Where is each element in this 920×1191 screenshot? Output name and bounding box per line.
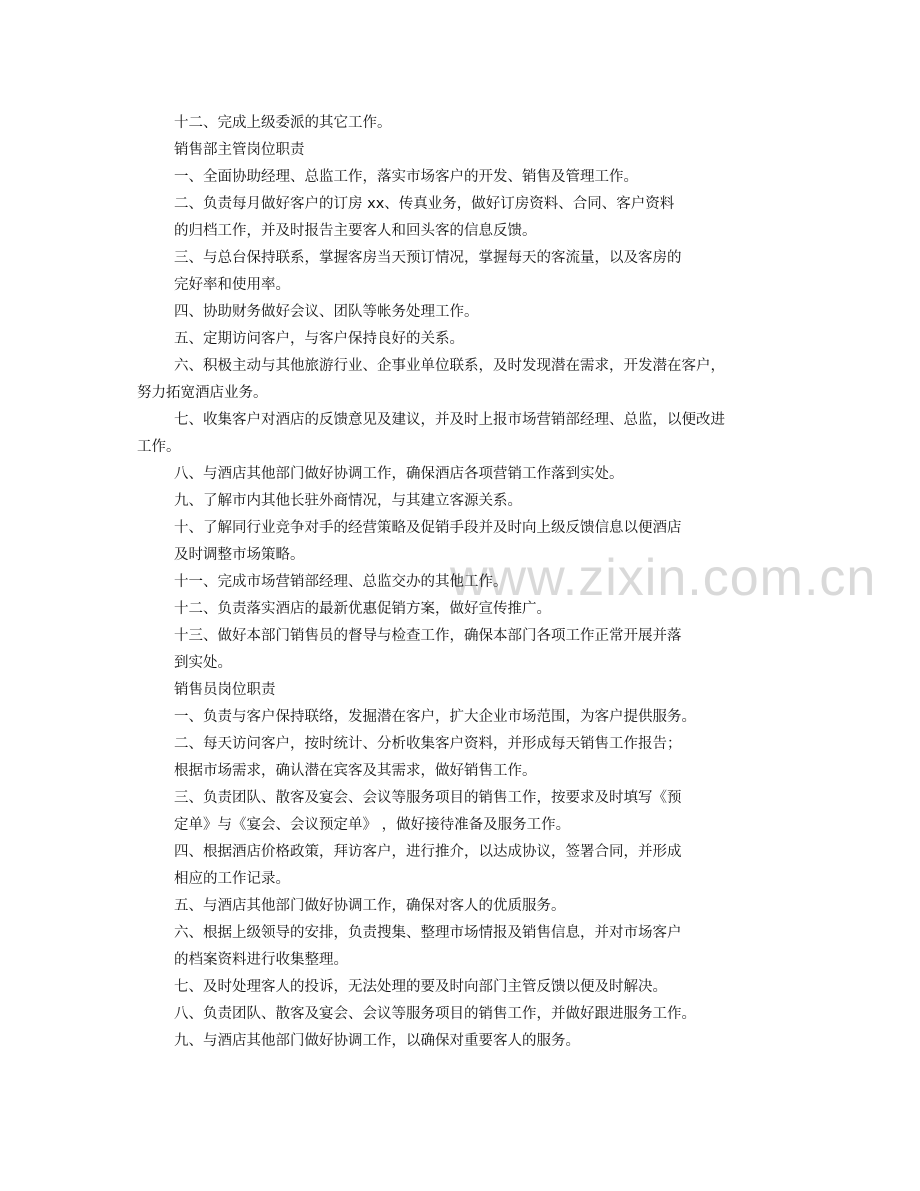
text-line: 四、根据酒店价格政策，拜访客户，进行推介，以达成协议，签署合同，并形成 bbox=[174, 844, 682, 860]
text-line: 一、全面协助经理、总监工作，落实市场客户的开发、销售及管理工作。 bbox=[174, 169, 638, 185]
text-line: 二、每天访问客户，按时统计、分析收集客户资料，并形成每天销售工作报告； bbox=[174, 736, 682, 752]
text-line: 八、负责团队、散客及宴会、会议等服务项目的销售工作，并做好跟进服务工作。 bbox=[174, 1006, 696, 1022]
text-line: 四、协助财务做好会议、团队等帐务处理工作。 bbox=[174, 304, 479, 320]
document-body bbox=[0, 110, 920, 1055]
text-line: 十一、完成市场营销部经理、总监交办的其他工作。 bbox=[174, 574, 508, 590]
watermark: www.zixin.com.cn bbox=[450, 549, 877, 607]
text-line: 根据市场需求，确认潜在宾客及其需求，做好销售工作。 bbox=[174, 763, 537, 779]
text-line: 七、收集客户对酒店的反馈意见及建议，并及时上报市场营销部经理、总监，以便改进 bbox=[174, 412, 725, 428]
text-line: 六、积极主动与其他旅游行业、企事业单位联系，及时发现潜在需求，开发潜在客户， bbox=[174, 358, 725, 374]
text-line: 三、与总台保持联系，掌握客房当天预订情况，掌握每天的客流量，以及客房的 bbox=[174, 250, 682, 266]
text-line: 工作。 bbox=[137, 439, 181, 455]
text-line: 三、负责团队、散客及宴会、会议等服务项目的销售工作，按要求及时填写《预 bbox=[174, 790, 682, 806]
text-line: 十二、完成上级委派的其它工作。 bbox=[174, 115, 392, 131]
text-line: 十三、做好本部门销售员的督导与检查工作，确保本部门各项工作正常开展并落 bbox=[174, 628, 682, 644]
text-line: 相应的工作记录。 bbox=[174, 871, 290, 887]
text-line: 七、及时处理客人的投诉，无法处理的要及时向部门主管反馈以便及时解决。 bbox=[174, 979, 667, 995]
text-line: 九、了解市内其他长驻外商情况，与其建立客源关系。 bbox=[174, 493, 522, 509]
section-heading-supervisor: 销售部主管岗位职责 bbox=[174, 142, 305, 158]
text-line: 定单》与《宴会、会议预定单》 ，做好接待准备及服务工作。 bbox=[174, 817, 571, 833]
text-line: 十二、负责落实酒店的最新优惠促销方案，做好宣传推广。 bbox=[174, 601, 551, 617]
text-line: 二、负责每月做好客户的订房 xx、传真业务，做好订房资料、合同、客户资料 bbox=[174, 196, 675, 212]
text-line: 八、与酒店其他部门做好协调工作，确保酒店各项营销工作落到实处。 bbox=[174, 466, 624, 482]
text-line: 到实处。 bbox=[174, 655, 232, 671]
text-line: 十、了解同行业竞争对手的经营策略及促销手段并及时向上级反馈信息以便酒店 bbox=[174, 520, 682, 536]
text-line: 的档案资料进行收集整理。 bbox=[174, 952, 348, 968]
text-line: 六、根据上级领导的安排，负责搜集、整理市场情报及销售信息，并对市场客户 bbox=[174, 925, 682, 941]
text-line: 五、与酒店其他部门做好协调工作，确保对客人的优质服务。 bbox=[174, 898, 566, 914]
text-line: 及时调整市场策略。 bbox=[174, 547, 305, 563]
text-line: 完好率和使用率。 bbox=[174, 277, 290, 293]
text-line: 一、负责与客户保持联络，发掘潜在客户，扩大企业市场范围，为客户提供服务。 bbox=[174, 709, 696, 725]
section-heading-salesperson: 销售员岗位职责 bbox=[174, 682, 276, 698]
text-line: 努力拓宽酒店业务。 bbox=[137, 385, 268, 401]
text-line: 九、与酒店其他部门做好协调工作，以确保对重要客人的服务。 bbox=[174, 1033, 580, 1049]
text-line: 的归档工作，并及时报告主要客人和回头客的信息反馈。 bbox=[174, 223, 537, 239]
text-line: 五、定期访问客户，与客户保持良好的关系。 bbox=[174, 331, 464, 347]
